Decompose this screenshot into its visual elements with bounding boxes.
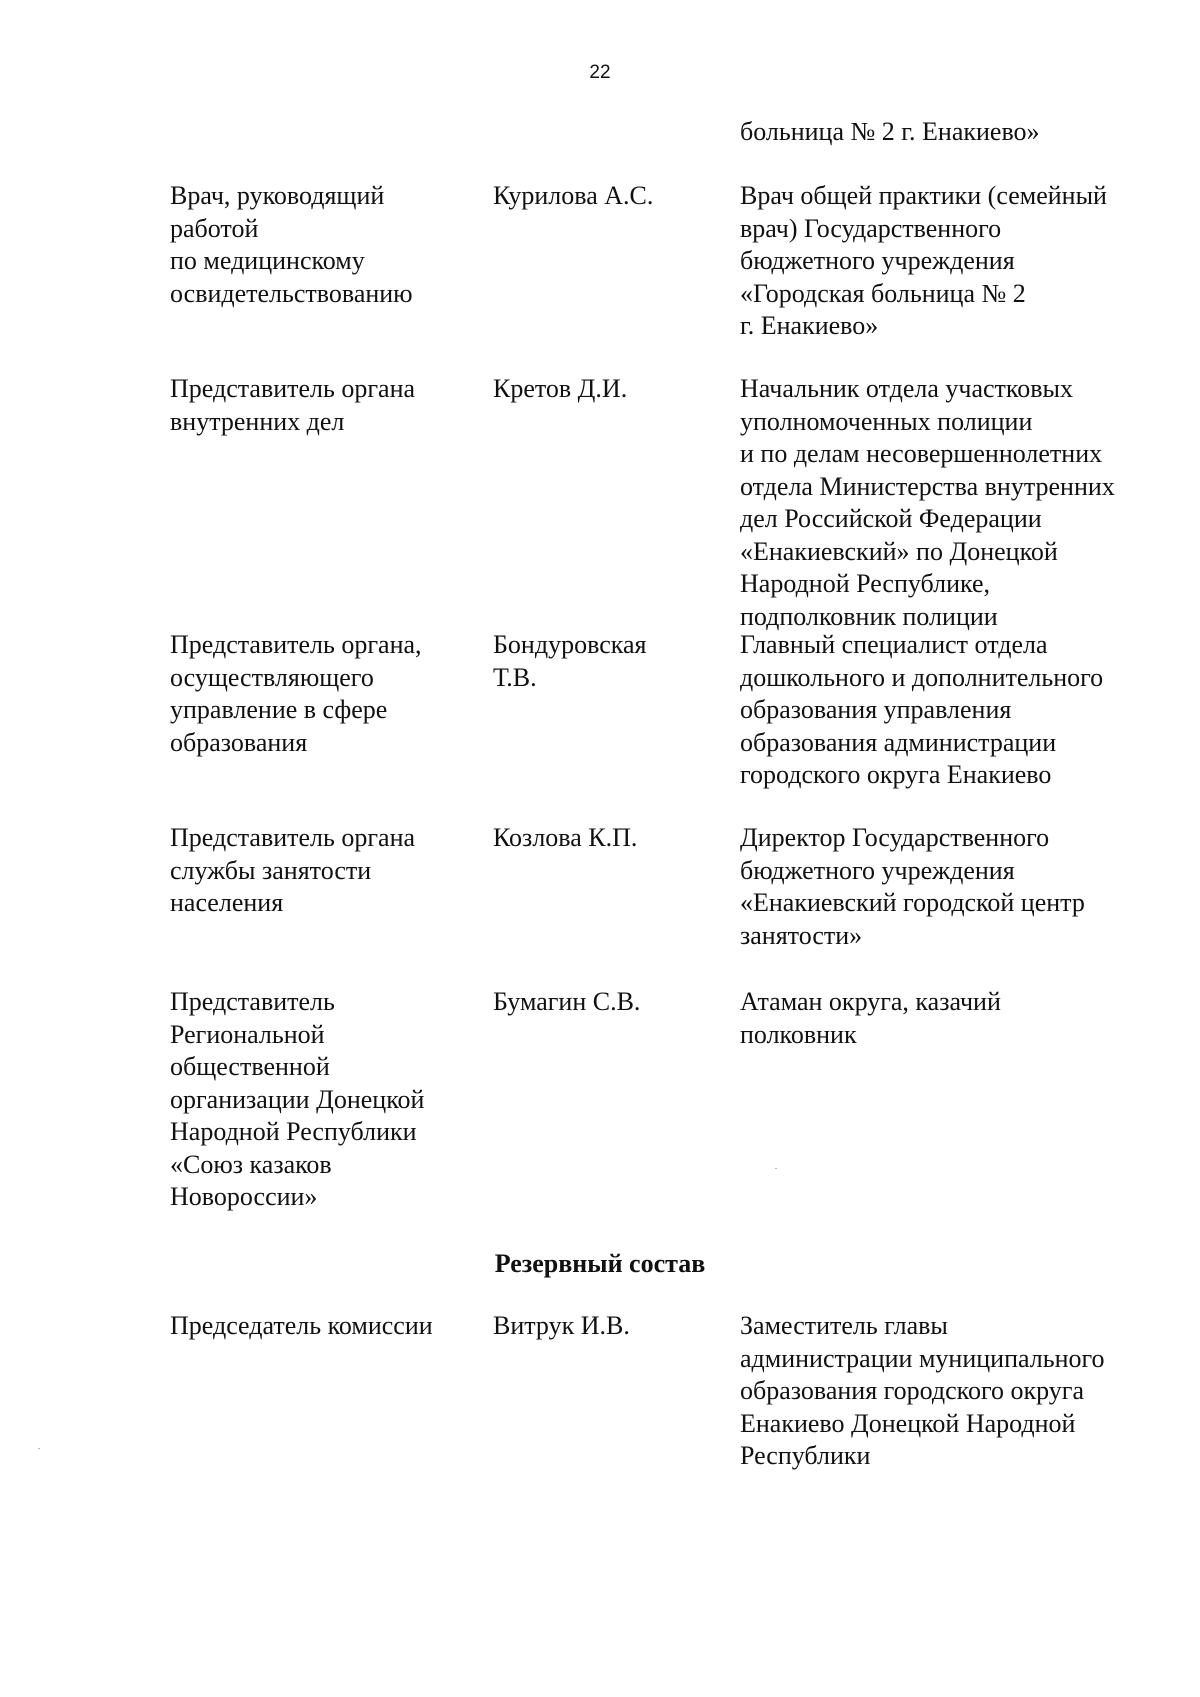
member-name: Курилова А.С. bbox=[493, 181, 654, 210]
member-position: Главный специалист отдела дошкольного и дополнительного образования управления образования администрации городского округа Енакиево bbox=[740, 630, 1104, 789]
member-position: Начальник отдела участковых уполномоченных полиции и по делам несовершеннолетних отдела Министерства внутренних дел Российской Федерации «Енакиевский» по Донецкой Народной Республике, подполковник полиции bbox=[740, 374, 1115, 631]
member-role: Врач, руководящий работой по медицинскому освидетельствованию bbox=[170, 181, 413, 308]
member-name: Витрук И.В. bbox=[493, 1311, 630, 1340]
member-role: Председатель комиссии bbox=[170, 1311, 433, 1340]
member-role: Представитель органа, осуществляющего управление в сфере образования bbox=[170, 630, 422, 757]
member-role: Представитель органа внутренних дел bbox=[170, 374, 416, 436]
member-name: Козлова К.П. bbox=[493, 823, 638, 852]
member-name: Бондуровская Т.В. bbox=[493, 630, 647, 692]
member-name: Кретов Д.И. bbox=[493, 374, 628, 403]
member-position: Заместитель главы администрации муниципального образования городского округа Енакиево Донецкой Народной Республики bbox=[740, 1311, 1105, 1470]
member-role: Представитель Региональной общественной организации Донецкой Народной Республики «Союз казаков Новороссии» bbox=[170, 987, 425, 1211]
member-name: Бумагин С.В. bbox=[493, 987, 641, 1016]
reserve-section-title: Резервный состав bbox=[494, 1249, 706, 1278]
scan-speck bbox=[775, 1168, 777, 1169]
member-role: Представитель органа службы занятости населения bbox=[170, 823, 416, 917]
continuation-text: больница № 2 г. Енакиево» bbox=[740, 117, 1040, 146]
member-position: Директор Государственного бюджетного учреждения «Енакиевский городской центр занятости» bbox=[740, 823, 1085, 950]
member-position: Врач общей практики (семейный врач) Государственного бюджетного учреждения «Городская больница № 2 г. Енакиево» bbox=[740, 181, 1107, 340]
member-position: Атаман округа, казачий полковник bbox=[740, 987, 1001, 1049]
page-number: 22 bbox=[589, 62, 611, 83]
scan-speck bbox=[38, 1448, 40, 1449]
